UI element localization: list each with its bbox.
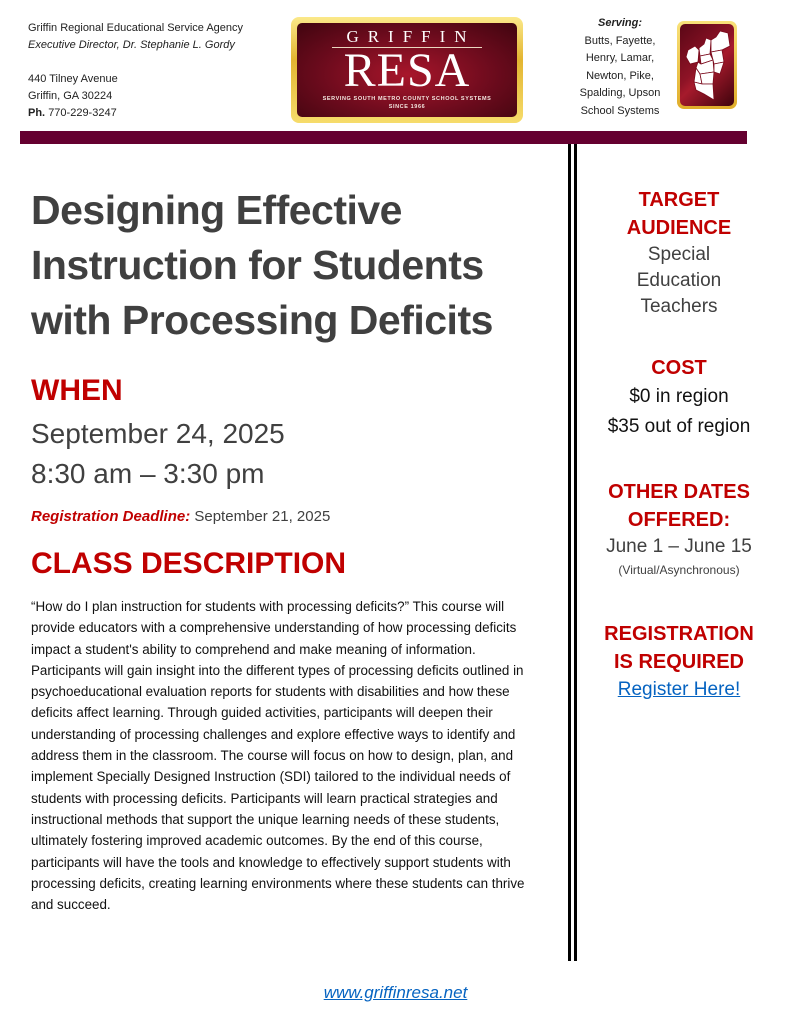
registration-heading-line1: REGISTRATION: [604, 623, 754, 645]
org-info: [28, 20, 278, 122]
website-link[interactable]: www.griffinresa.net: [323, 983, 468, 1002]
logo-main-text: RESA: [343, 44, 471, 97]
serving-line: Butts, Fayette,: [584, 34, 656, 47]
region-map-icon: [677, 21, 737, 109]
serving-line: Spalding, Upson: [579, 87, 661, 99]
cost-out-of-region: $35 out of region: [607, 416, 751, 437]
target-audience-section: [584, 186, 774, 320]
logo-tagline: SERVING SOUTH METRO COUNTY SCHOOL SYSTEMS: [322, 96, 492, 102]
executive-director: Executive Director, Dr. Stephanie L. Gordy: [28, 39, 235, 51]
logo-top-text: GRIFFIN: [346, 27, 476, 46]
target-value: Special: [647, 244, 711, 265]
other-dates-heading-line1: OTHER DATES: [608, 481, 750, 503]
cost-in-region: $0 in region: [629, 386, 729, 407]
org-name: Griffin Regional Educational Service Agency: [28, 22, 244, 34]
target-value: Education: [636, 270, 722, 291]
column-divider: [568, 144, 577, 961]
event-time: 8:30 am – 3:30 pm: [31, 458, 265, 489]
griffin-resa-logo: [291, 17, 523, 123]
event-date: September 24, 2025: [31, 418, 285, 449]
phone-number: 770-229-3247: [48, 107, 117, 119]
target-heading-line1: TARGET: [638, 189, 720, 211]
other-dates-value: June 1 – June 15: [606, 536, 752, 557]
cost-section: [584, 354, 774, 442]
address-line-1: 440 Tilney Avenue: [28, 73, 118, 85]
serving-line: Newton, Pike,: [586, 69, 654, 82]
register-here-link[interactable]: Register Here!: [617, 679, 741, 700]
target-heading-line2: AUDIENCE: [626, 217, 732, 239]
target-value: Teachers: [640, 296, 718, 317]
serving-line: Henry, Lamar,: [585, 52, 655, 64]
registration-section: [584, 620, 774, 704]
cost-heading: COST: [651, 357, 707, 379]
header-divider-bar: [20, 131, 747, 144]
when-heading: WHEN: [31, 374, 123, 407]
other-dates-heading-line2: OFFERED:: [627, 509, 731, 531]
registration-deadline: [31, 506, 330, 528]
page-title: Designing Effective Instruction for Students with Processing Deficits: [31, 187, 493, 343]
class-description: “How do I plan instruction for students with processing deficits?” This course will provide educators with a comprehensive understanding of how processing deficits impact a student's ability to comprehend and make meaning of information. Participants will gain insight into the different types of processing deficits outlined in psychoeducational evaluation reports for students with disabilities and how these deficits affect learning. Through guided activities, participants will deepen their understanding of processing challenges and explore effective ways to identify and address them in the classroom. The course will focus on how to design, plan, and implement Specially Designed Instruction (SDI) tailored to the individual needs of students with processing deficits. Participants will learn practical strategies and instructional methods that support the unique learning needs of these students, ultimately fostering improved academic outcomes. By the end of this course, participants will have the tools and knowledge to effectively support students with processing deficits, creating learning environments where these students can thrive and succeed.: [31, 599, 525, 913]
registration-heading-line2: IS REQUIRED: [613, 651, 745, 673]
logo-since: SINCE 1966: [388, 104, 426, 110]
other-dates-section: [584, 478, 774, 580]
serving-counties: [570, 15, 670, 120]
address-line-2: Griffin, GA 30224: [28, 90, 113, 102]
phone: [28, 105, 278, 122]
class-description-heading: CLASS DESCRIPTION: [31, 547, 347, 580]
other-dates-note: (Virtual/Asynchronous): [618, 563, 740, 577]
phone-label: Ph.: [28, 107, 46, 119]
deadline-label: Registration Deadline:: [31, 508, 191, 525]
county-map-icon: [680, 24, 734, 106]
footer: [0, 983, 791, 1003]
serving-label: Serving:: [597, 17, 642, 29]
serving-line: School Systems: [580, 104, 660, 117]
deadline-value: September 21, 2025: [190, 508, 331, 525]
